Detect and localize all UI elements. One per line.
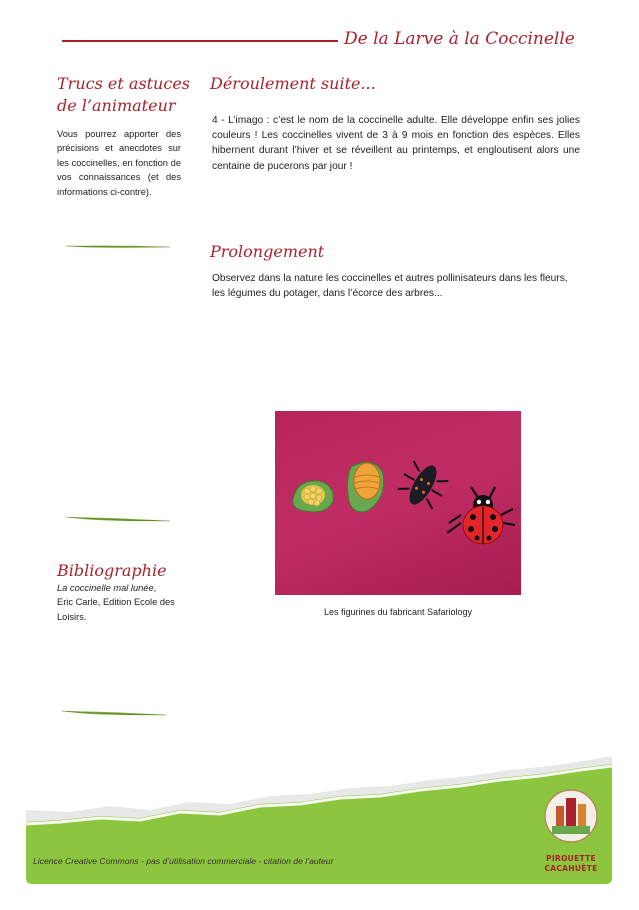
logo-line2: CACAHUÈTE — [544, 864, 598, 873]
logo-line1: PIROUETTE — [546, 854, 596, 863]
bibliography-details: Eric Carle, Edition Ecole des Loisirs. — [57, 597, 175, 622]
page-title: De la Larve à la Coccinelle — [344, 29, 575, 49]
leaf-divider-icon — [62, 708, 166, 718]
bibliography-heading: Bibliographie — [57, 561, 167, 580]
tips-text: Vous pourrez apporter des précisions et anecdotes sur les coccinelles, en fonction de vos connaissances (et des informations ci-contre). — [57, 129, 181, 197]
section-heading-prolongement: Prolongement — [210, 242, 325, 261]
tips-heading-line1: Trucs et astuces — [57, 74, 190, 93]
section-heading-deroulement: Déroulement suite... — [210, 74, 376, 93]
tips-heading-line2: de l’animateur — [57, 96, 176, 115]
license-text: Licence Creative Commons - pas d’utilisation commerciale - citation de l’auteur — [33, 856, 334, 866]
ladybug-figurines-photo — [275, 411, 521, 595]
bibliography-book-suffix: , — [153, 583, 157, 593]
photo-caption: Les figurines du fabricant Safariology — [323, 607, 473, 617]
bibliography-book-title: La coccinelle mal lunée — [57, 583, 154, 593]
bibliography-text — [57, 581, 187, 624]
tips-heading — [57, 73, 190, 117]
section-text-prolongement: Observez dans la nature les coccinelles et autres pollinisateurs dans les fleurs, les légumes du potager, dans l’écorce des arbres... — [212, 273, 568, 300]
leaf-divider-icon — [66, 514, 170, 524]
header-rule — [62, 40, 338, 42]
section-text-deroulement: 4 - L’imago : c’est le nom de la coccinelle adulte. Elle développe enfin ses jolies couleurs ! Les coccinelles vivent de 3 à 9 mois en fonction des espèces. Elles hibernent durant l’hiver et se réveillent au printemps, et engloutisent alors une centaine de pucerons par jour ! — [212, 115, 580, 172]
leaf-divider-icon — [66, 242, 170, 252]
